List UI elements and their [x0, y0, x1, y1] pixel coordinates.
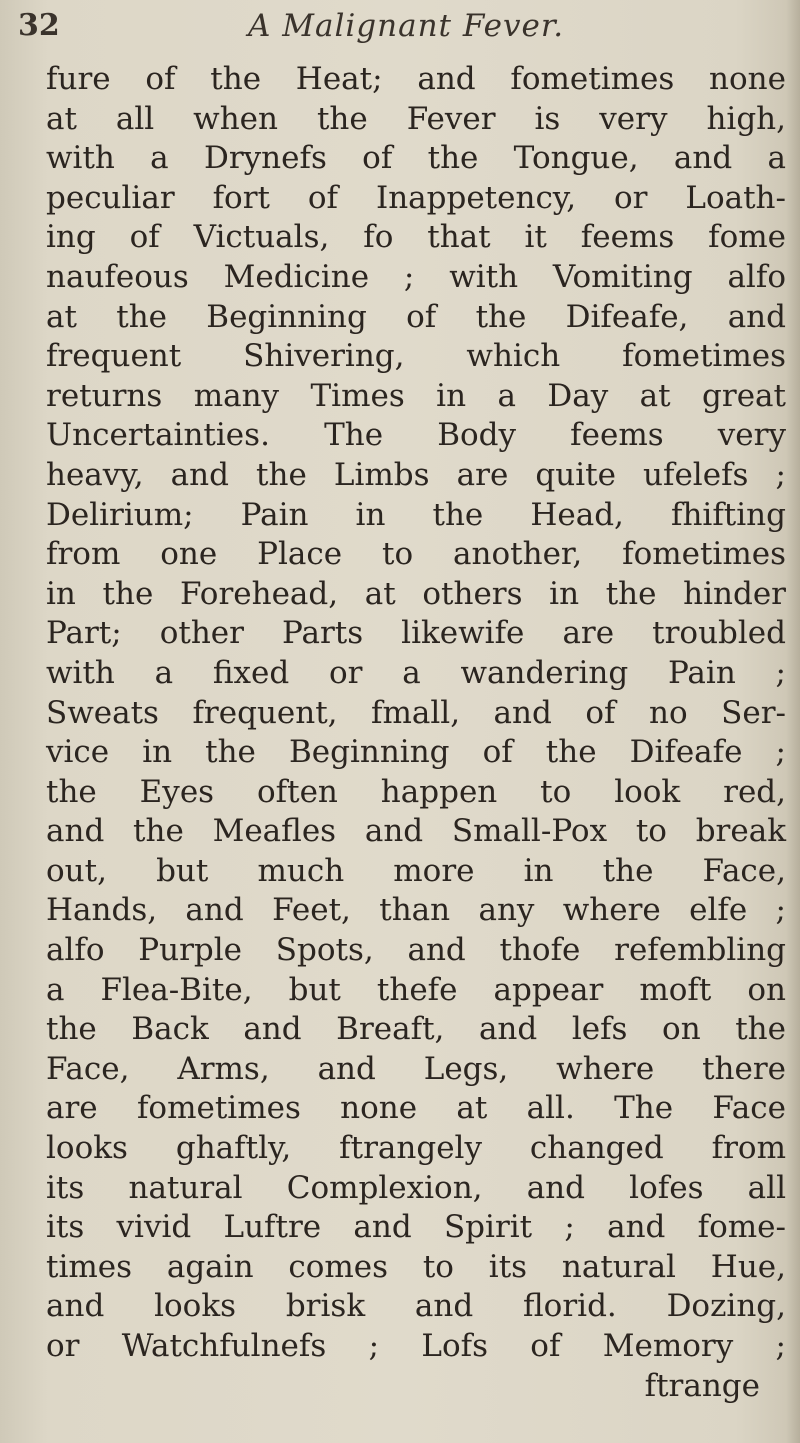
text-line: frequent Shivering, which fometimes: [46, 338, 786, 375]
text-line: from one Place to another, fometimes: [46, 536, 786, 573]
text-line: Face, Arms, and Legs, where there: [46, 1050, 786, 1087]
text-line: Part; other Parts likewife are troubled: [46, 615, 786, 652]
text-line: with a Drynefs of the Tongue, and a: [46, 140, 786, 177]
text-line: in the Forehead, at others in the hinder: [46, 575, 786, 612]
text-line: with a fixed or a wandering Pain ;: [46, 654, 786, 691]
text-line: its vivid Luftre and Spirit ; and fome-: [46, 1209, 786, 1246]
text-line: the Eyes often happen to look red,: [46, 773, 786, 810]
text-line: peculiar fort of Inappetency, or Loath-: [46, 179, 786, 216]
text-line: fure of the Heat; and fometimes none: [46, 61, 786, 97]
text-line: its natural Complexion, and lofes all: [46, 1169, 786, 1206]
catchword: ftrange: [644, 1367, 760, 1404]
running-title: A Malignant Fever.: [248, 8, 565, 44]
text-line: returns many Times in a Day at great: [46, 377, 786, 414]
text-line: Hands, and Feet, than any where elfe ;: [46, 892, 786, 929]
text-line: are fometimes none at all. The Face: [46, 1090, 786, 1127]
text-line: and the Meafles and Small-Pox to break: [46, 813, 786, 850]
text-line: vice in the Beginning of the Difeafe ;: [46, 734, 786, 771]
text-line: or Watchfulnefs ; Lofs of Memory ;: [46, 1328, 786, 1364]
text-line: heavy, and the Limbs are quite ufelefs ;: [46, 456, 786, 493]
text-line: naufeous Medicine ; with Vomiting alfo: [46, 258, 786, 295]
page-edge-shadow: [786, 0, 800, 1443]
text-line: times again comes to its natural Hue,: [46, 1248, 786, 1285]
text-line: ing of Victuals, fo that it feems fome: [46, 219, 786, 256]
text-line: at the Beginning of the Difeafe, and: [46, 298, 786, 335]
text-line: at all when the Fever is very high,: [46, 100, 786, 137]
text-line: a Flea-Bite, but thefe appear moft on: [46, 971, 786, 1008]
body-text: [46, 60, 786, 1406]
text-line: Uncertainties. The Body feems very: [46, 417, 786, 454]
text-line: alfo Purple Spots, and thofe refembling: [46, 932, 786, 969]
text-line: Delirium; Pain in the Head, fhifting: [46, 496, 786, 533]
text-line: looks ghaftly, ftrangely changed from: [46, 1130, 786, 1167]
text-line: out, but much more in the Face,: [46, 852, 786, 889]
text-line: Sweats frequent, fmall, and of no Ser-: [46, 694, 786, 731]
text-line: and looks brisk and florid. Dozing,: [46, 1288, 786, 1325]
page-number: 32: [18, 8, 60, 43]
text-line: the Back and Breaft, and lefs on the: [46, 1011, 786, 1048]
